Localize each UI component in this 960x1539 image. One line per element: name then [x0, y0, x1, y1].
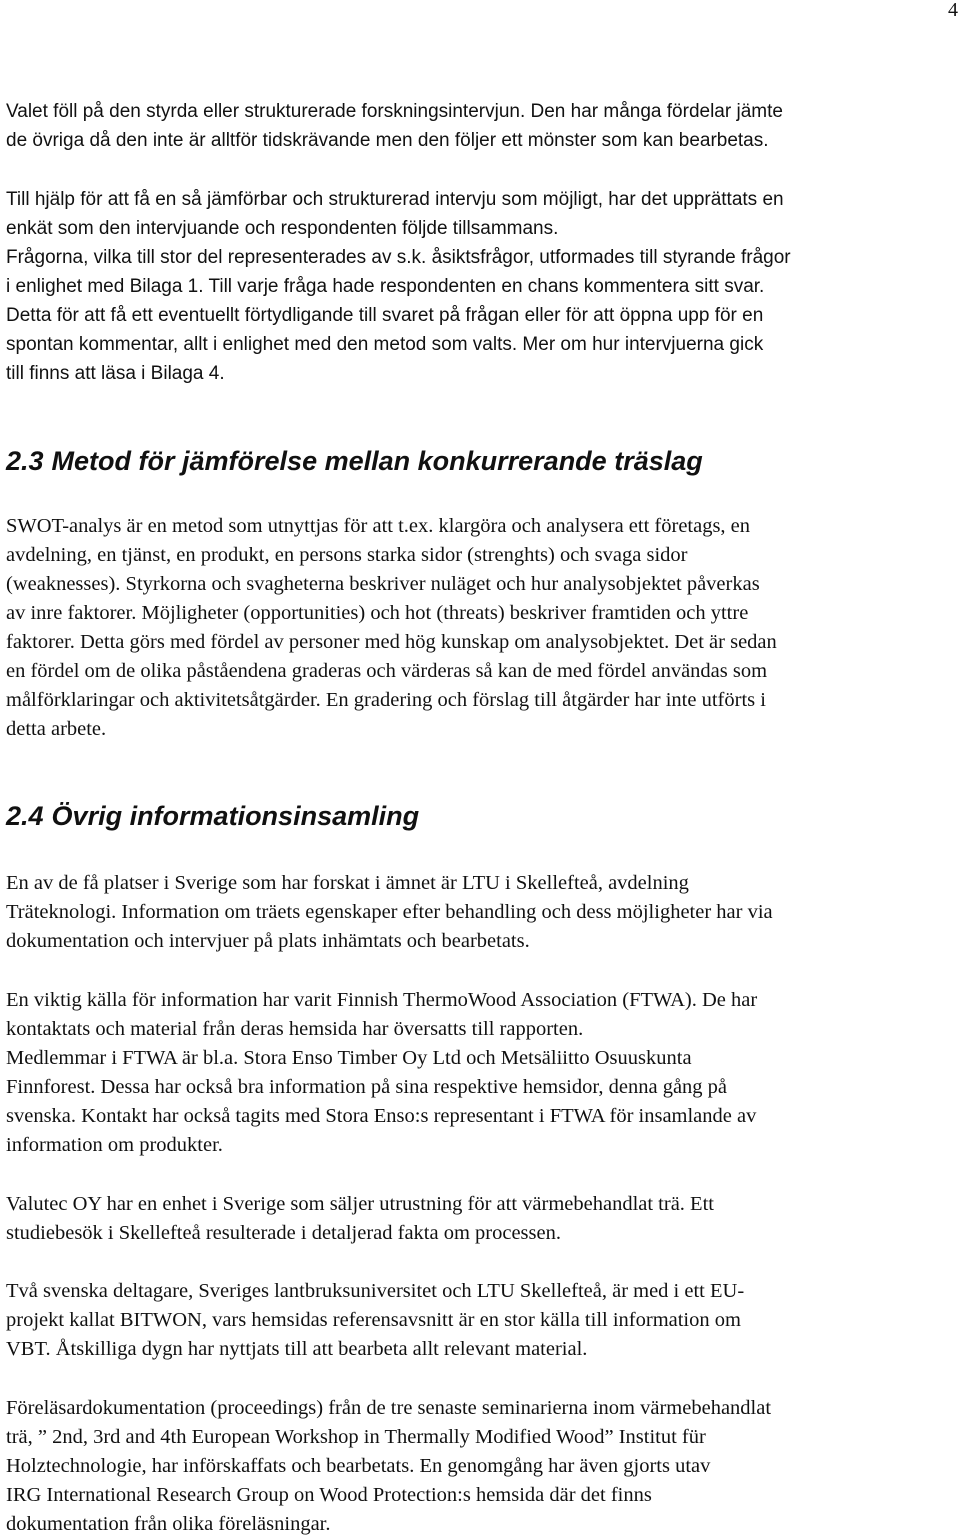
text-line: spontan kommentar, allt i enlighet med den metod som valts. Mer om hur intervjuerna gick	[6, 334, 764, 355]
text-line: dokumentation från olika föreläsningar.	[6, 1513, 331, 1535]
text-line: av inre faktorer. Möjligheter (opportunities) och hot (threats) beskriver framtiden och yttre	[6, 602, 749, 624]
text-line: faktorer. Detta görs med fördel av personer med hög kunskap om analysobjektet. Det är sedan	[6, 631, 777, 653]
text-line: dokumentation och intervjuer på plats inhämtats och bearbetats.	[6, 930, 530, 952]
text-line: Valet föll på den styrda eller strukturerade forskningsintervjun. Den har många fördelar jämte	[6, 101, 783, 122]
text-line: i enlighet med Bilaga 1. Till varje fråga hade respondenten en chans kommentera sitt svar.	[6, 276, 765, 297]
text-line: svenska. Kontakt har också tagits med Stora Enso:s representant i FTWA för insamlande av	[6, 1105, 757, 1127]
intro-paragraph-2	[6, 185, 956, 388]
text-line: projekt kallat BITWON, vars hemsidas referensavsnitt är en stor källa till information om	[6, 1309, 741, 1331]
section-2-4-paragraph-2	[6, 986, 956, 1160]
text-line: Finnforest. Dessa har också bra information på sina respektive hemsidor, denna gång på	[6, 1076, 728, 1098]
intro-paragraph-1	[6, 97, 956, 155]
text-line: kontaktats och material från deras hemsida har översatts till rapporten.	[6, 1018, 584, 1040]
section-title: Övrig informationsinsamling	[51, 801, 420, 831]
text-line: En viktig källa för information har varit Finnish ThermoWood Association (FTWA). De har	[6, 989, 758, 1011]
text-line: till finns att läsa i Bilaga 4.	[6, 363, 225, 384]
section-heading-2-4	[6, 800, 419, 832]
section-heading-2-3	[6, 445, 703, 477]
text-line: En av de få platser i Sverige som har forskat i ämnet är LTU i Skellefteå, avdelning	[6, 872, 689, 894]
text-line: studiebesök i Skellefteå resulterade i detaljerad fakta om processen.	[6, 1222, 561, 1244]
text-line: avdelning, en tjänst, en produkt, en persons starka sidor (strenghts) och svaga sidor	[6, 544, 688, 566]
text-line: målförklaringar och aktivitetsåtgärder. En gradering och förslag till åtgärder har inte utförts i	[6, 689, 766, 711]
text-line: (weaknesses). Styrkorna och svagheterna beskriver nuläget och hur analysobjektet påverkas	[6, 573, 760, 595]
text-line: Föreläsardokumentation (proceedings) från de tre senaste seminarierna inom värmebehandlat	[6, 1397, 772, 1419]
section-2-4-paragraph-4	[6, 1277, 956, 1364]
section-number: 2.4	[6, 801, 44, 831]
section-2-4-paragraph-1	[6, 869, 956, 956]
text-line: Träteknologi. Information om träets egenskaper efter behandling och dess möjligheter har via	[6, 901, 773, 923]
text-line: en fördel om de olika påståendena graderas och värderas så kan de med fördel användas som	[6, 660, 768, 682]
text-line: detta arbete.	[6, 718, 107, 740]
text-line: Valutec OY har en enhet i Sverige som säljer utrustning för att värmebehandlat trä. Ett	[6, 1193, 714, 1215]
section-2-3-paragraph	[6, 512, 956, 744]
text-line: SWOT-analys är en metod som utnyttjas för att t.ex. klargöra och analysera ett företags, en	[6, 515, 751, 537]
text-line: Holztechnologie, har införskaffats och bearbetats. En genomgång har även gjorts utav	[6, 1455, 711, 1477]
text-line: Frågorna, vilka till stor del representerades av s.k. åsiktsfrågor, utformades till styrande frågor	[6, 247, 791, 268]
page-number: 4	[948, 0, 958, 21]
text-line: VBT. Åtskilliga dygn har nyttjats till att bearbeta allt relevant material.	[6, 1338, 588, 1360]
text-line: enkät som den intervjuande och respondenten följde tillsammans.	[6, 218, 559, 239]
text-line: de övriga då den inte är alltför tidskrävande men den följer ett mönster som kan bearbetas.	[6, 130, 769, 151]
section-title: Metod för jämförelse mellan konkurrerande träslag	[51, 446, 703, 476]
text-line: Två svenska deltagare, Sveriges lantbruksuniversitet och LTU Skellefteå, är med i ett EU-	[6, 1280, 745, 1302]
text-line: information om produkter.	[6, 1134, 223, 1156]
text-line: Detta för att få ett eventuellt förtydligande till svaret på frågan eller för att öppna upp för en	[6, 305, 764, 326]
section-2-4-paragraph-5	[6, 1394, 956, 1539]
section-number: 2.3	[6, 446, 44, 476]
section-2-4-paragraph-3	[6, 1190, 956, 1248]
text-line: Medlemmar i FTWA är bl.a. Stora Enso Timber Oy Ltd och Metsäliitto Osuuskunta	[6, 1047, 692, 1069]
text-line: Till hjälp för att få en så jämförbar och strukturerad intervju som möjligt, har det upprättats en	[6, 189, 784, 210]
text-line: trä, ” 2nd, 3rd and 4th European Workshop in Thermally Modified Wood” Institut für	[6, 1426, 706, 1448]
text-line: IRG International Research Group on Wood Protection:s hemsida där det finns	[6, 1484, 652, 1506]
